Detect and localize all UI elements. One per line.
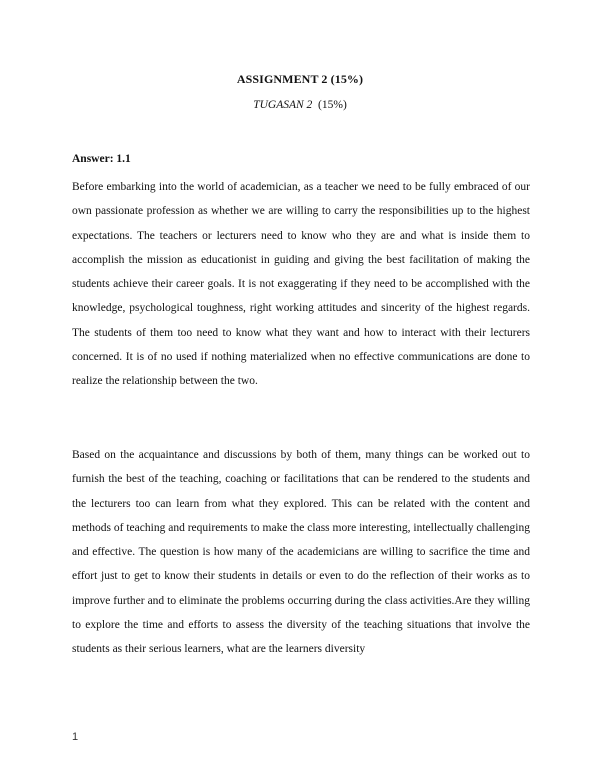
- answer-heading: Answer: 1.1: [72, 153, 131, 165]
- subtitle-percent-text: (15%): [318, 99, 347, 111]
- document-subtitle: [0, 99, 600, 111]
- subtitle-italic-text: TUGASAN 2: [253, 99, 313, 111]
- paragraph-1: Before embarking into the world of academician, as a teacher we need to be fully embraced of our own passionate profession as whether we are willing to carry the responsibilities up to the highest expectations. The teachers or lecturers need to know who they are and what is inside them to accomplish the mission as educationist in guiding and giving the best facilitation of making the students achieve their career goals. It is not exaggerating if they need to be accomplished with the knowledge, psychological toughness, right working attitudes and sincerity of the highest regards. The students of them too need to know what they want and how to interact with their lecturers concerned. It is of no used if nothing materialized when no effective communications are done to realize the relationship between the two.: [72, 181, 530, 388]
- page-number: 1: [72, 731, 79, 743]
- paragraph-2: Based on the acquaintance and discussions by both of them, many things can be worked out to furnish the best of the teaching, coaching or facilitations that can be rendered to the students and the lecturers too can learn from what they explored. This can be related with the content and methods of teaching and requirements to make the class more interesting, intellectually challenging and effective. The question is how many of the academicians are willing to sacrifice the time and effort just to get to know their students in details or even to do the reflection of their works as to improve further and to eliminate the problems occurring during the class activities.Are they willing to explore the time and efforts to assess the diversity of the teaching situations that involve the students as their serious learners, what are the learners diversity: [72, 449, 530, 656]
- document-title: ASSIGNMENT 2 (15%): [236, 72, 364, 86]
